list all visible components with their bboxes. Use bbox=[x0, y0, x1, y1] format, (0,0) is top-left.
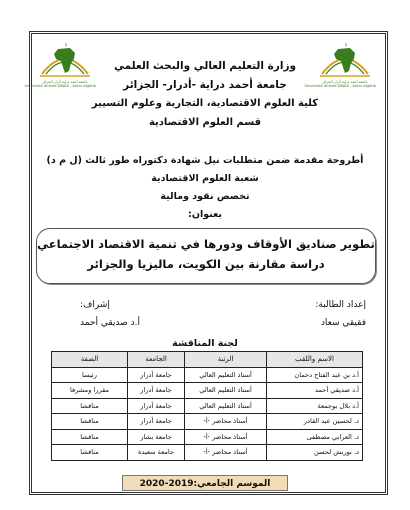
header-name: الاسم واللقب bbox=[267, 352, 363, 368]
member-institution: جامعة أدرار bbox=[128, 367, 185, 383]
member-role: مناقشا bbox=[52, 429, 128, 445]
member-rank: أستاذ التعليم العالي bbox=[185, 383, 267, 399]
table-row bbox=[52, 445, 363, 461]
thesis-branch: شعبة العلوم الاقتصادية bbox=[151, 173, 259, 184]
member-name: أ.د بلال بوجمعة bbox=[267, 398, 363, 414]
student-name: فقيقي سعاد bbox=[320, 318, 366, 328]
member-role: مناقشا bbox=[52, 398, 128, 414]
member-institution: جامعة سعيدة bbox=[128, 445, 185, 461]
table-row bbox=[52, 414, 363, 430]
logo-caption-arabic: جامعة أحمد دراية أدرار الجزائر bbox=[322, 80, 368, 84]
committee-table bbox=[51, 351, 363, 461]
table-header-row bbox=[52, 352, 363, 368]
logo-caption-latin: Université Ahmed DRAIA - Adrar Algérie bbox=[24, 84, 96, 88]
member-name: أ.د صديقي أحمد bbox=[267, 383, 363, 399]
table-row bbox=[52, 383, 363, 399]
member-role: مناقشا bbox=[52, 445, 128, 461]
table-row bbox=[52, 429, 363, 445]
ministry-name: وزارة التعليم العالي والبحث العلمي bbox=[113, 60, 297, 72]
member-rank: أستاذ محاضر -أ- bbox=[185, 445, 267, 461]
faculty-name: كلية العلوم الاقتصادية، التجارية وعلوم التسيير bbox=[91, 98, 319, 109]
thesis-title-line-2: دراسة مقارنة بين الكويت، ماليزيا والجزائر bbox=[87, 257, 325, 271]
header-institution: الجامعة bbox=[128, 352, 185, 368]
member-role: مقررا ومشرفا bbox=[52, 383, 128, 399]
logo-caption-arabic: جامعة أحمد دراية أدرار الجزائر bbox=[42, 80, 88, 84]
member-institution: جامعة بشار bbox=[128, 429, 185, 445]
member-institution: جامعة أدرار bbox=[128, 414, 185, 430]
supervisor-name: أ.د صديقي أحمد bbox=[80, 318, 141, 328]
table-row bbox=[52, 367, 363, 383]
member-name: أ.د بن عبد الفتاح دحمان bbox=[267, 367, 363, 383]
committee-title: لجنة المناقشة bbox=[172, 338, 238, 349]
member-rank: أستاذ التعليم العالي bbox=[185, 398, 267, 414]
member-rank: أستاذ محاضر -أ- bbox=[185, 414, 267, 430]
thesis-title-label: بعنوان: bbox=[188, 209, 222, 220]
thesis-description: أطروحة مقدمة ضمن متطلبات نيل شهادة دكتوراه طور ثالث (ل م د) bbox=[46, 155, 364, 166]
thesis-title-line-1: تطوير صناديق الأوقاف ودورها في تنمية الاقتصاد الاجتماعي bbox=[37, 237, 375, 251]
member-name: د. لحسين عبد القادر bbox=[267, 414, 363, 430]
member-institution: جامعة أدرار bbox=[128, 398, 185, 414]
member-name: د. العرابي مصطفى bbox=[267, 429, 363, 445]
member-rank: أستاذ التعليم العالي bbox=[185, 367, 267, 383]
header-rank: الرتبة bbox=[185, 352, 267, 368]
department-name: قسم العلوم الاقتصادية bbox=[148, 117, 262, 128]
member-name: د. بوريش لحسن bbox=[267, 445, 363, 461]
student-label: إعداد الطالبة: bbox=[315, 300, 366, 310]
member-rank: أستاذ محاضر -أ- bbox=[185, 429, 267, 445]
thesis-title-box bbox=[36, 228, 376, 284]
supervisor-label: إشراف: bbox=[80, 300, 110, 310]
thesis-specialty: تخصص نقود ومالية bbox=[160, 191, 250, 202]
member-institution: جامعة أدرار bbox=[128, 383, 185, 399]
logo-caption-latin: Université Ahmed DRAIA - Adrar Algérie bbox=[304, 84, 376, 88]
university-name: جامعة أحمد دراية -أدرار- الجزائر bbox=[123, 79, 287, 91]
table-row bbox=[52, 398, 363, 414]
member-role: مناقشا bbox=[52, 414, 128, 430]
header-role: الصفة bbox=[52, 352, 128, 368]
academic-season-badge: الموسم الجامعي:2019-2020 bbox=[122, 475, 288, 491]
member-role: رئيسا bbox=[52, 367, 128, 383]
